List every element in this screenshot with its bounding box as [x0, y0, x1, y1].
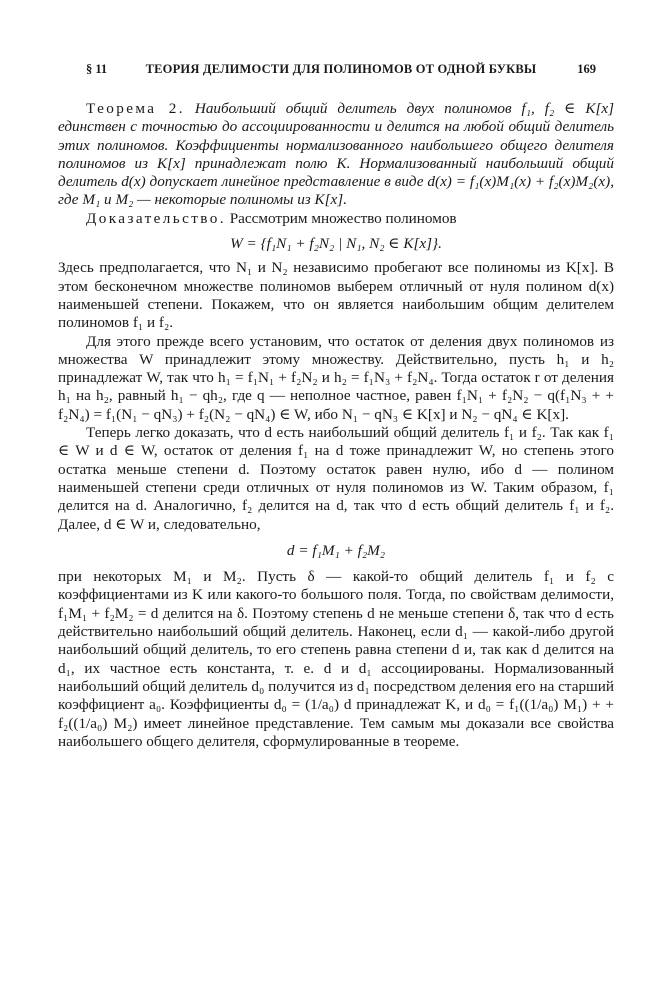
section-number: § 11 — [86, 62, 108, 76]
formula-linear-representation: d = f₁M₁ + f₂M₂ — [286, 541, 386, 559]
page-number: 169 — [577, 62, 596, 76]
page-body — [58, 100, 614, 751]
paragraph-4: при некоторых M₁ и M₂. Пусть δ — какой-то общий делитель f₁ и f₂ с коэффициентами из K или какого-то большого поля. Тогда, по свойствам делимости, f₁M₁ + f₂M₂ = d делится на δ. Поэтому степень d не меньше степени δ, так что d есть действительно наибольший общий делитель. Наконец, если d₁ — какой-либо другой наибольший общий делитель, то его степень равна степени d и, так как d делится на d₁, их частное есть константа, т. е. d и d₁ ассоциированы. Нормализованный наибольший общий делитель d₀ получится из d₁ посредством деления его на старший коэффициент a₀. Коэффициенты d₀ = (1/a₀) d принадлежат K, и d₀ = f₁((1/a₀) M₁) + + f₂((1/a₀) M₂) имеет линейное представление. Тем самым мы доказали все свойства наибольшего общего делителя, сформулированные в теореме. — [58, 568, 614, 750]
theorem-paragraph — [58, 100, 614, 210]
proof-intro-paragraph — [58, 210, 614, 228]
theorem-statement: Наибольший общий делитель двух полиномов f₁, f₂ ∈ K[x] единствен с точностью до ассоциированности и делится на любой общий делитель этих полиномов. Коэффициенты нормализованного наибольшего общего делителя полиномов из K[x] принадлежат полю K. Нормализованный наибольший общий делитель d(x) допускает линейное представление в виде d(x) = f₁(x)M₁(x) + f₂(x)M₂(x), где M₁ и M₂ — некоторые полиномы из K[x]. — [58, 100, 615, 209]
running-title: ТЕОРИЯ ДЕЛИМОСТИ ДЛЯ ПОЛИНОМОВ ОТ ОДНОЙ БУКВЫ — [145, 62, 537, 76]
paragraph-3: Теперь легко доказать, что d есть наибольший общий делитель f₁ и f₂. Так как f₁ ∈ W и d ∈ W, остаток от деления f₁ на d тоже принадлежит W, но степень этого остатка меньше степени d. Поэтому остаток равен нулю, ибо d — полином наименьшей степени среди отличных от нуля полиномов из W. Таким образом, f₁ делится на d. Аналогично, f₂ делится на d, так что d есть общий делитель f₁ и f₂. Далее, d ∈ W и, следовательно, — [58, 424, 614, 533]
theorem-label: Теорема 2. — [86, 100, 185, 117]
proof-intro: Рассмотрим множество полиномов — [229, 209, 457, 227]
paragraph-1: Здесь предполагается, что N₁ и N₂ независимо пробегают все полиномы из K[x]. В этом бесконечном множестве полиномов выберем отличный от нуля полином d(x) наименьшей степени. Покажем, что он является наибольшим общим делителем полиномов f₁ и f₂. — [58, 259, 614, 332]
running-header — [86, 62, 596, 82]
formula-set-w: W = {f₁N₁ + f₂N₂ | N₁, N₂ ∈ K[x]}. — [230, 235, 442, 253]
proof-label: Доказательство. — [86, 209, 226, 227]
paragraph-2: Для этого прежде всего установим, что остаток от деления двух полиномов из множества W принадлежит этому множеству. Действительно, пусть h₁ и h₂ принадлежат W, так что h₁ = f₁N₁ + f₂N₂ и h₂ = f₁N₃ + f₂N₄. Тогда остаток r от деления h₁ на h₂, равный h₁ − qh₂, где q — неполное частное, равен f₁N₁ + f₂N₂ − q(f₁N₃ + + f₂N₄) = f₁(N₁ − qN₃) + f₂(N₂ − qN₄) ∈ W, ибо N₁ − qN₃ ∈ K[x] и N₂ − qN₄ ∈ K[x]. — [58, 332, 614, 423]
